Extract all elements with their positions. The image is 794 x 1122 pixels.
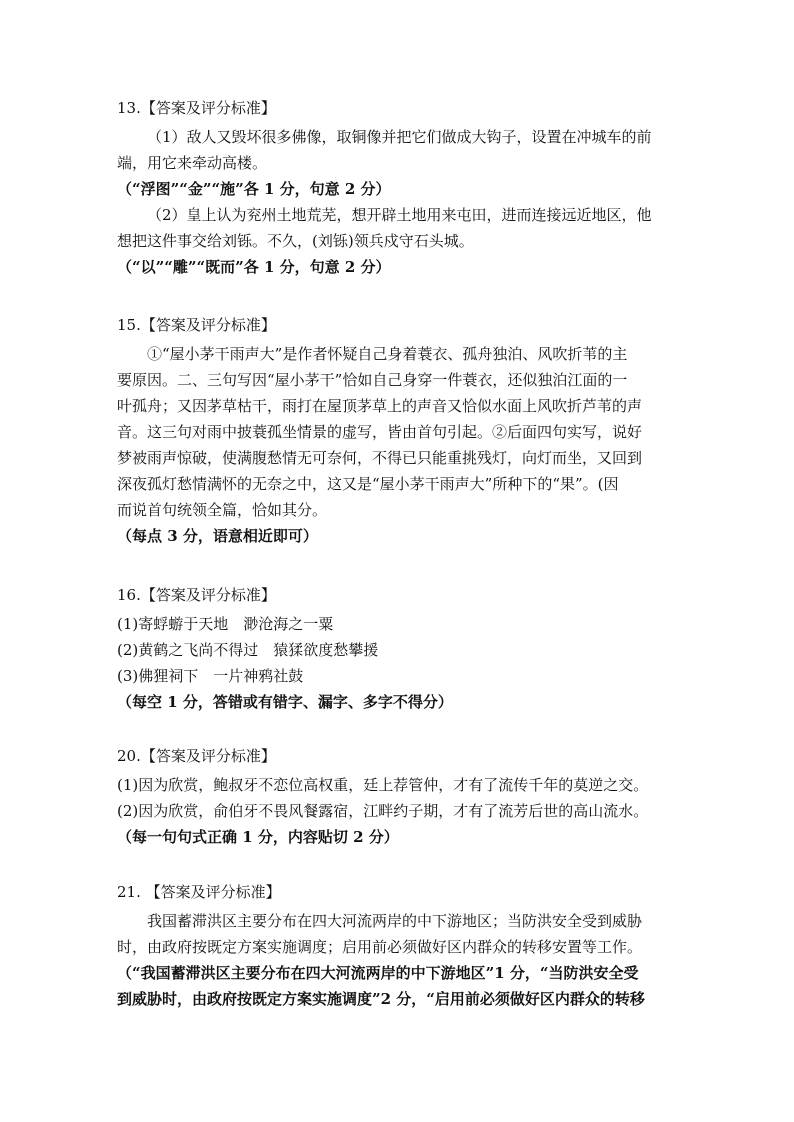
scoring-note: （“浮图”“金”“施”各 1 分，句意 2 分）	[117, 180, 391, 198]
answer-section-13	[117, 95, 662, 280]
answer-line: 我国蓄滞洪区主要分布在四大河流两岸的中下游地区；当防洪安全受到威胁	[147, 912, 643, 930]
scoring-note: （每点 3 分，语意相近即可）	[117, 527, 318, 545]
answer-line: （1）敌人又毁坏很多佛像，取铜像并把它们做成大钩子，设置在冲城车的前	[147, 128, 652, 146]
answer-line: (3)佛狸祠下 一片神鸦社鼓	[117, 667, 304, 685]
answer-line: (2)因为欣赏，俞伯牙不畏风餐露宿，江畔约子期，才有了流芳后世的高山流水。	[117, 802, 649, 820]
answer-line: 而说首句统领全篇，恰如其分。	[117, 501, 328, 519]
answer-line: 深夜孤灯愁情满怀的无奈之中，这又是“屋小茅干雨声大”所种下的“果”。(因	[117, 475, 619, 493]
answer-section-16	[117, 582, 662, 715]
answer-line: 音。这三句对雨中披蓑孤坐情景的虚写，皆由首句引起。②后面四句实写，说好	[117, 423, 643, 441]
answer-line: （2）皇上认为兖州土地荒芜，想开辟土地用来屯田，进而连接远近地区，他	[147, 206, 652, 224]
scoring-note: 到威胁时，由政府按既定方案实施调度”2 分，“启用前必须做好区内群众的转移	[117, 990, 645, 1008]
answer-section-20	[117, 743, 662, 850]
section-heading: 20.【答案及评分标准】	[117, 747, 276, 765]
scoring-note: （每空 1 分，答错或有错字、漏字、多字不得分）	[117, 693, 453, 711]
answer-line: 要原因。二、三句写因“屋小茅干”恰如自己身穿一件蓑衣，还似独泊江面的一	[117, 371, 628, 389]
answer-line: 梦被雨声惊破，使满腹愁情无可奈何，不得已只能重挑残灯，向灯而坐，又回到	[117, 449, 643, 467]
answer-line: 想把这件事交给刘铄。不久，(刘铄)领兵戍守石头城。	[117, 232, 474, 250]
section-heading: 21. 【答案及评分标准】	[117, 883, 281, 901]
answer-line: (2)黄鹤之飞尚不得过 猿猱欲度愁攀援	[117, 641, 379, 659]
answer-line: 时，由政府按既定方案实施调度；启用前必须做好区内群众的转移安置等工作。	[117, 938, 643, 956]
answer-line: 端，用它来牵动高楼。	[117, 154, 268, 172]
answer-line: ①“屋小茅干雨声大”是作者怀疑自己身着蓑衣、孤舟独泊、风吹折苇的主	[147, 345, 628, 363]
scoring-note: （每一句句式正确 1 分，内容贴切 2 分）	[117, 828, 399, 846]
answer-section-21	[117, 879, 662, 1012]
section-heading: 16.【答案及评分标准】	[117, 586, 276, 604]
answer-line: 叶孤舟；又因茅草枯干，雨打在屋顶茅草上的声音又恰似水面上风吹折芦苇的声	[117, 397, 643, 415]
answer-line: (1)寄蜉蝣于天地 渺沧海之一粟	[117, 615, 334, 633]
scoring-note: （“我国蓄滞洪区主要分布在四大河流两岸的中下游地区”1 分，“当防洪安全受	[117, 964, 639, 982]
scoring-note: （“以”“雕”“既而”各 1 分，句意 2 分）	[117, 258, 391, 276]
section-heading: 15.【答案及评分标准】	[117, 316, 276, 334]
answer-section-15	[117, 312, 662, 549]
section-heading: 13.【答案及评分标准】	[117, 99, 276, 117]
answer-line: (1)因为欣赏，鲍叔牙不恋位高权重，廷上荐管仲，才有了流传千年的莫逆之交。	[117, 776, 649, 794]
